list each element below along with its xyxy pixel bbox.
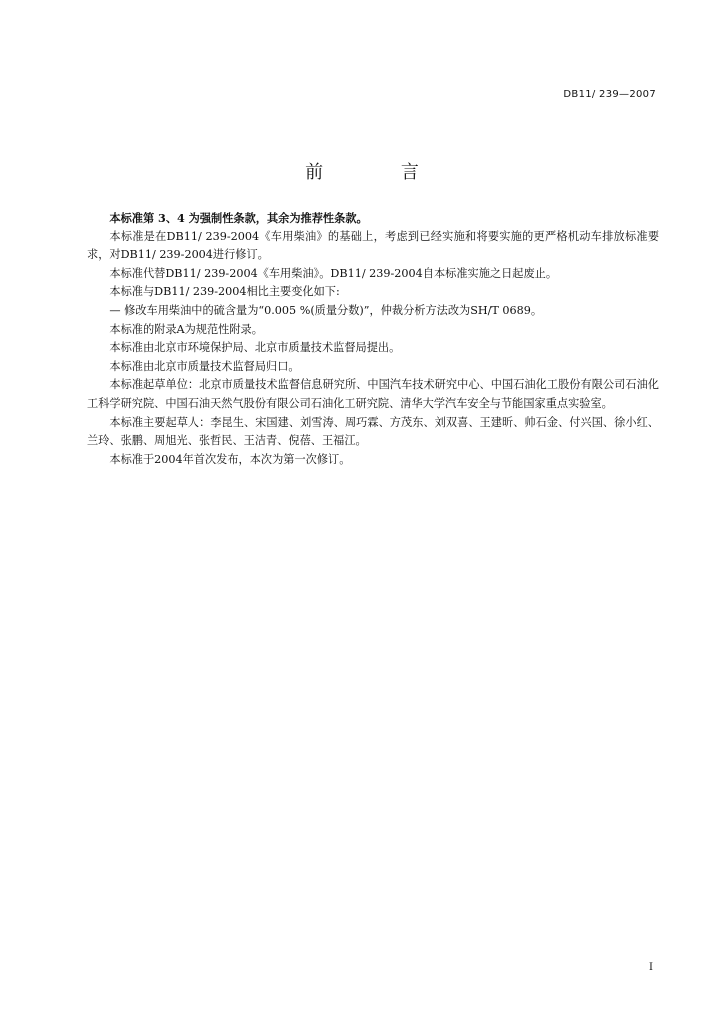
paragraph-replacement: 本标准代替DB11/ 239-2004《车用柴油》。DB11/ 239-2004自本标准实施之日起废止。 bbox=[109, 266, 558, 280]
paragraph-drafters: 本标准主要起草人：李昆生、宋国建、刘雪涛、周巧霖、方茂东、刘双喜、王建昕、帅石金、付兴国、徐小红、兰玲、张鹏、周旭光、张哲民、王洁青、倪蓓、王福江。 bbox=[87, 415, 659, 448]
paragraph-change-item: — 修改车用柴油中的硫含量为“0.005 %(质量分数)”，仲裁分析方法改为SH/T 0689。 bbox=[109, 303, 543, 317]
paragraph-annex: 本标准的附录A为规范性附录。 bbox=[109, 322, 263, 336]
paragraph-revision-basis: 本标准是在DB11/ 239-2004《车用柴油》的基础上，考虑到已经实施和将要实施的更严格机动车排放标准要求，对DB11/ 239-2004进行修订。 bbox=[87, 229, 659, 262]
page-number: I bbox=[649, 962, 653, 973]
page-title: 前 言 bbox=[305, 162, 455, 183]
paragraph-changes-intro: 本标准与DB11/ 239-2004相比主要变化如下: bbox=[109, 285, 340, 299]
paragraph-administrator: 本标准由北京市质量技术监督局归口。 bbox=[109, 359, 300, 373]
paragraph-mandatory-clauses: 本标准第 3、4 为强制性条款，其余为推荐性条款。 bbox=[109, 211, 368, 225]
paragraph-proposer: 本标准由北京市环境保护局、北京市质量技术监督局提出。 bbox=[109, 341, 401, 355]
standard-number: DB11/ 239—2007 bbox=[563, 89, 656, 100]
foreword-body bbox=[87, 209, 659, 469]
paragraph-publication-history: 本标准于2004年首次发布，本次为第一次修订。 bbox=[109, 452, 351, 466]
paragraph-drafting-units: 本标准起草单位：北京市质量技术监督信息研究所、中国汽车技术研究中心、中国石油化工股份有限公司石油化工科学研究院、中国石油天然气股份有限公司石油化工研究院、清华大学汽车安全与节能国家重点实验室。 bbox=[87, 378, 659, 410]
